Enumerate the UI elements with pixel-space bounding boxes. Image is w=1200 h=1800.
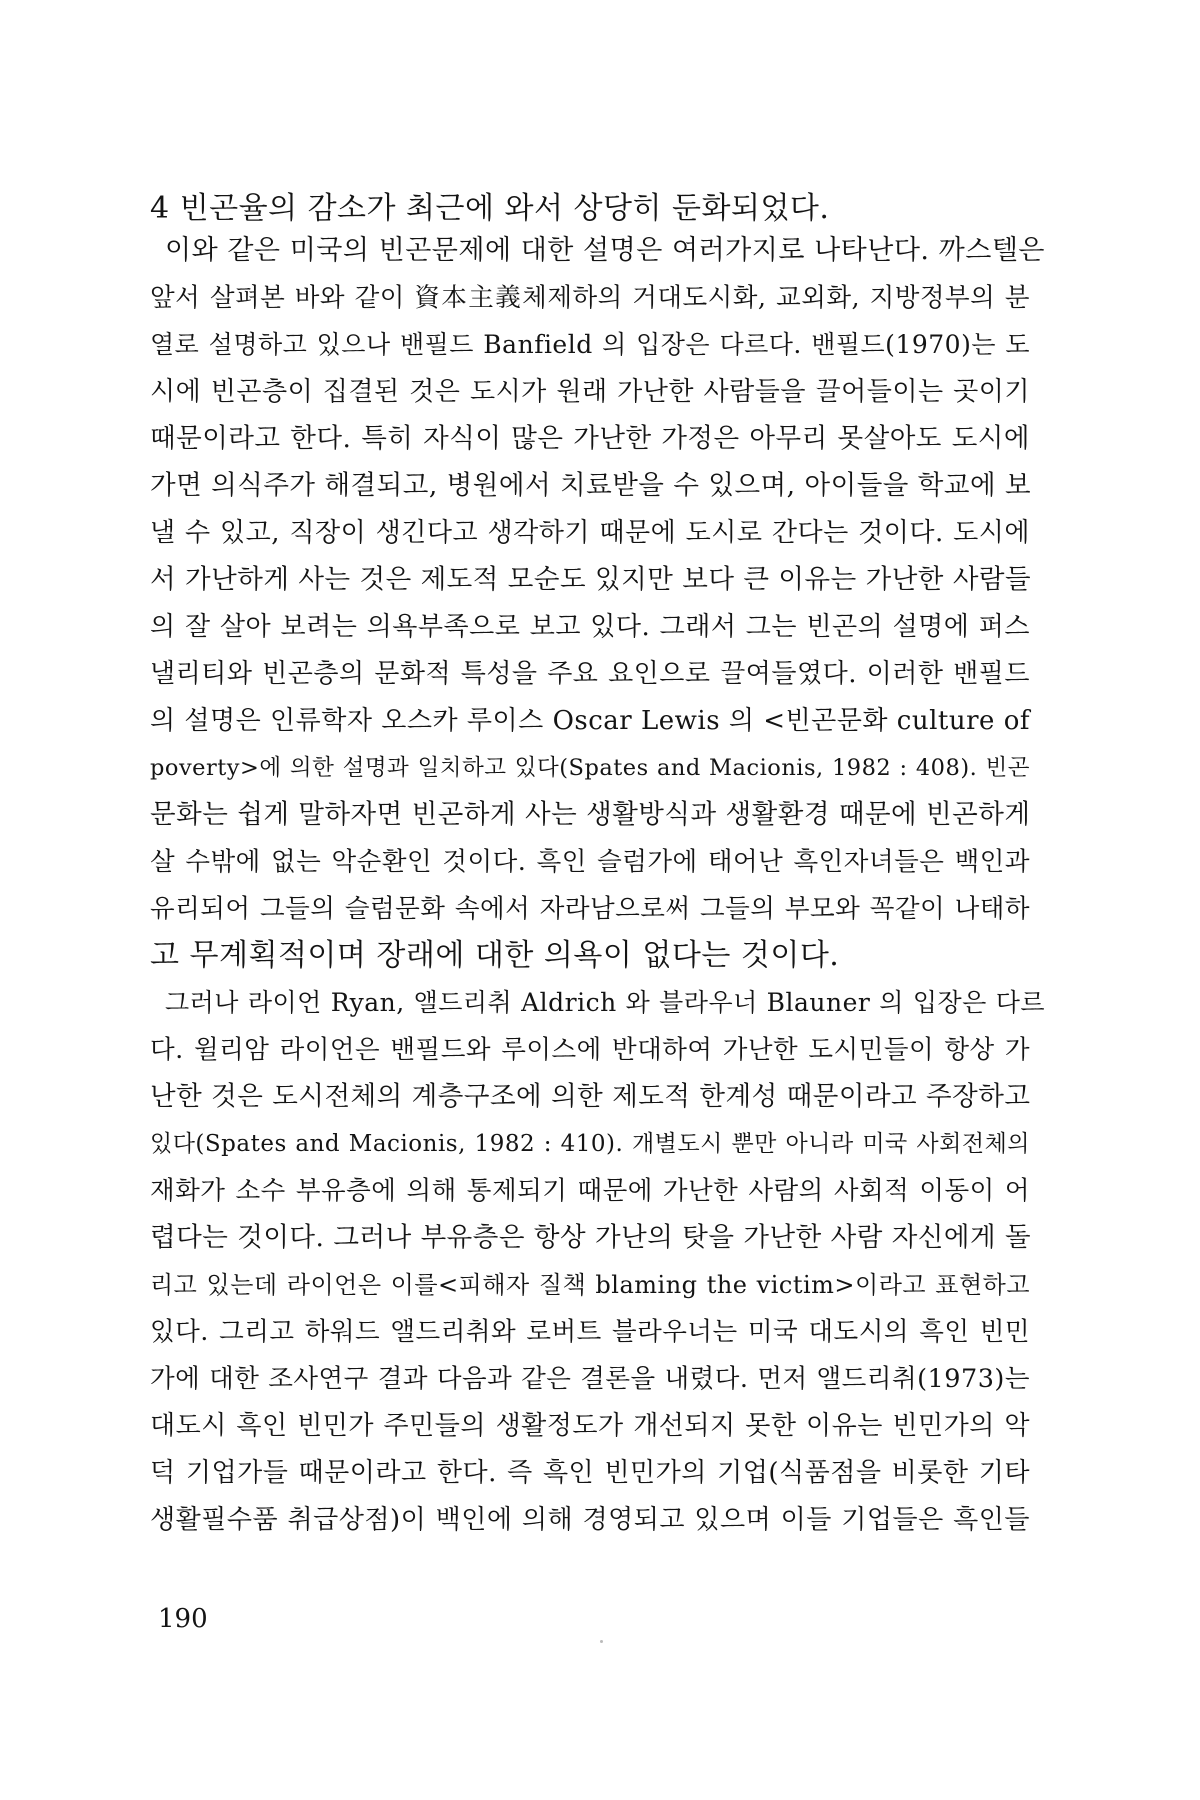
- text-line: 열로 설명하고 있으나 밴필드 Banfield 의 입장은 다르다. 밴필드(1970)는 도: [150, 330, 1030, 359]
- text-line: 가에 대한 조사연구 결과 다음과 같은 결론을 내렸다. 먼저 앨드리취(1973)는: [150, 1364, 1030, 1394]
- text-line: 대도시 흑인 빈민가 주민들의 생활정도가 개선되지 못한 이유는 빈민가의 악: [150, 1411, 1030, 1441]
- text-line: 앞서 살펴본 바와 같이 資本主義체제하의 거대도시화, 교외화, 지방정부의 분: [150, 283, 1030, 313]
- text-line: 난한 것은 도시전체의 계층구조에 의한 제도적 한계성 때문이라고 주장하고: [150, 1081, 1031, 1112]
- text-line: 의 잘 살아 보려는 의욕부족으로 보고 있다. 그래서 그는 빈곤의 설명에 퍼스: [150, 612, 1030, 642]
- text-line: 리고 있는데 라이언은 이를<피해자 질책 blaming the victim>이라고 표현하고: [150, 1271, 1030, 1299]
- text-line: 있다(Spates and Macionis, 1982 : 410). 개별도시 뿐만 아니라 미국 사회전체의: [150, 1131, 1030, 1157]
- text-line: 그러나 라이언 Ryan, 앨드리취 Aldrich 와 블라우너 Blauner 의 입장은 다르: [165, 988, 1045, 1017]
- text-line: 이와 같은 미국의 빈곤문제에 대한 설명은 여러가지로 나타난다. 까스텔은: [165, 235, 1045, 266]
- page-body: [150, 185, 1045, 1585]
- text-line: 다. 윌리암 라이언은 밴필드와 루이스에 반대하여 가난한 도시민들이 항상 가: [150, 1035, 1030, 1065]
- text-line: 렵다는 것이다. 그러나 부유층은 항상 가난의 탓을 가난한 사람 자신에게 돌: [150, 1222, 1032, 1253]
- text-line: 유리되어 그들의 슬럼문화 속에서 자라남으로써 그들의 부모와 꼭같이 나태하: [150, 894, 1030, 924]
- page-number: 190: [158, 1604, 208, 1634]
- text-line: 시에 빈곤층이 집결된 것은 도시가 원래 가난한 사람들을 끌어들이는 곳이기: [150, 377, 1030, 407]
- text-line: 덕 기업가들 때문이라고 한다. 즉 흑인 빈민가의 기업(식품점을 비롯한 기타: [150, 1458, 1030, 1488]
- text-line: 가면 의식주가 해결되고, 병원에서 치료받을 수 있으며, 아이들을 학교에 보: [150, 470, 1032, 501]
- text-line: 고 무계획적이며 장래에 대한 의욕이 없다는 것이다.: [150, 938, 840, 973]
- scan-speck: [600, 1640, 603, 1643]
- text-line: 낼리티와 빈곤층의 문화적 특성을 주요 요인으로 끌여들였다. 이러한 밴필드: [150, 659, 1030, 689]
- text-line: 재화가 소수 부유층에 의해 통제되기 때문에 가난한 사람의 사회적 이동이 어: [150, 1176, 1030, 1206]
- footnote-line: 4 빈곤율의 감소가 최근에 와서 상당히 둔화되었다.: [150, 191, 830, 226]
- text-line: 낼 수 있고, 직장이 생긴다고 생각하기 때문에 도시로 간다는 것이다. 도시에: [150, 518, 1030, 548]
- text-line: 때문이라고 한다. 특히 자식이 많은 가난한 가정은 아무리 못살아도 도시에: [150, 423, 1030, 454]
- text-line: 있다. 그리고 하워드 앨드리취와 로버트 블라우너는 미국 대도시의 흑인 빈민: [150, 1317, 1030, 1347]
- text-line: 생활필수품 취급상점)이 백인에 의해 경영되고 있으며 이들 기업들은 흑인들: [150, 1505, 1030, 1535]
- text-line: 서 가난하게 사는 것은 제도적 모순도 있지만 보다 큰 이유는 가난한 사람들: [150, 564, 1032, 595]
- text-line: 의 설명은 인류학자 오스카 루이스 Oscar Lewis 의 <빈곤문화 culture of: [150, 706, 1030, 736]
- text-line: 문화는 쉽게 말하자면 빈곤하게 사는 생활방식과 생활환경 때문에 빈곤하게: [150, 799, 1031, 830]
- text-line: 살 수밖에 없는 악순환인 것이다. 흑인 슬럼가에 태어난 흑인자녀들은 백인과: [150, 847, 1030, 877]
- text-line: poverty>에 의한 설명과 일치하고 있다(Spates and Macionis, 1982 : 408). 빈곤: [150, 755, 1030, 781]
